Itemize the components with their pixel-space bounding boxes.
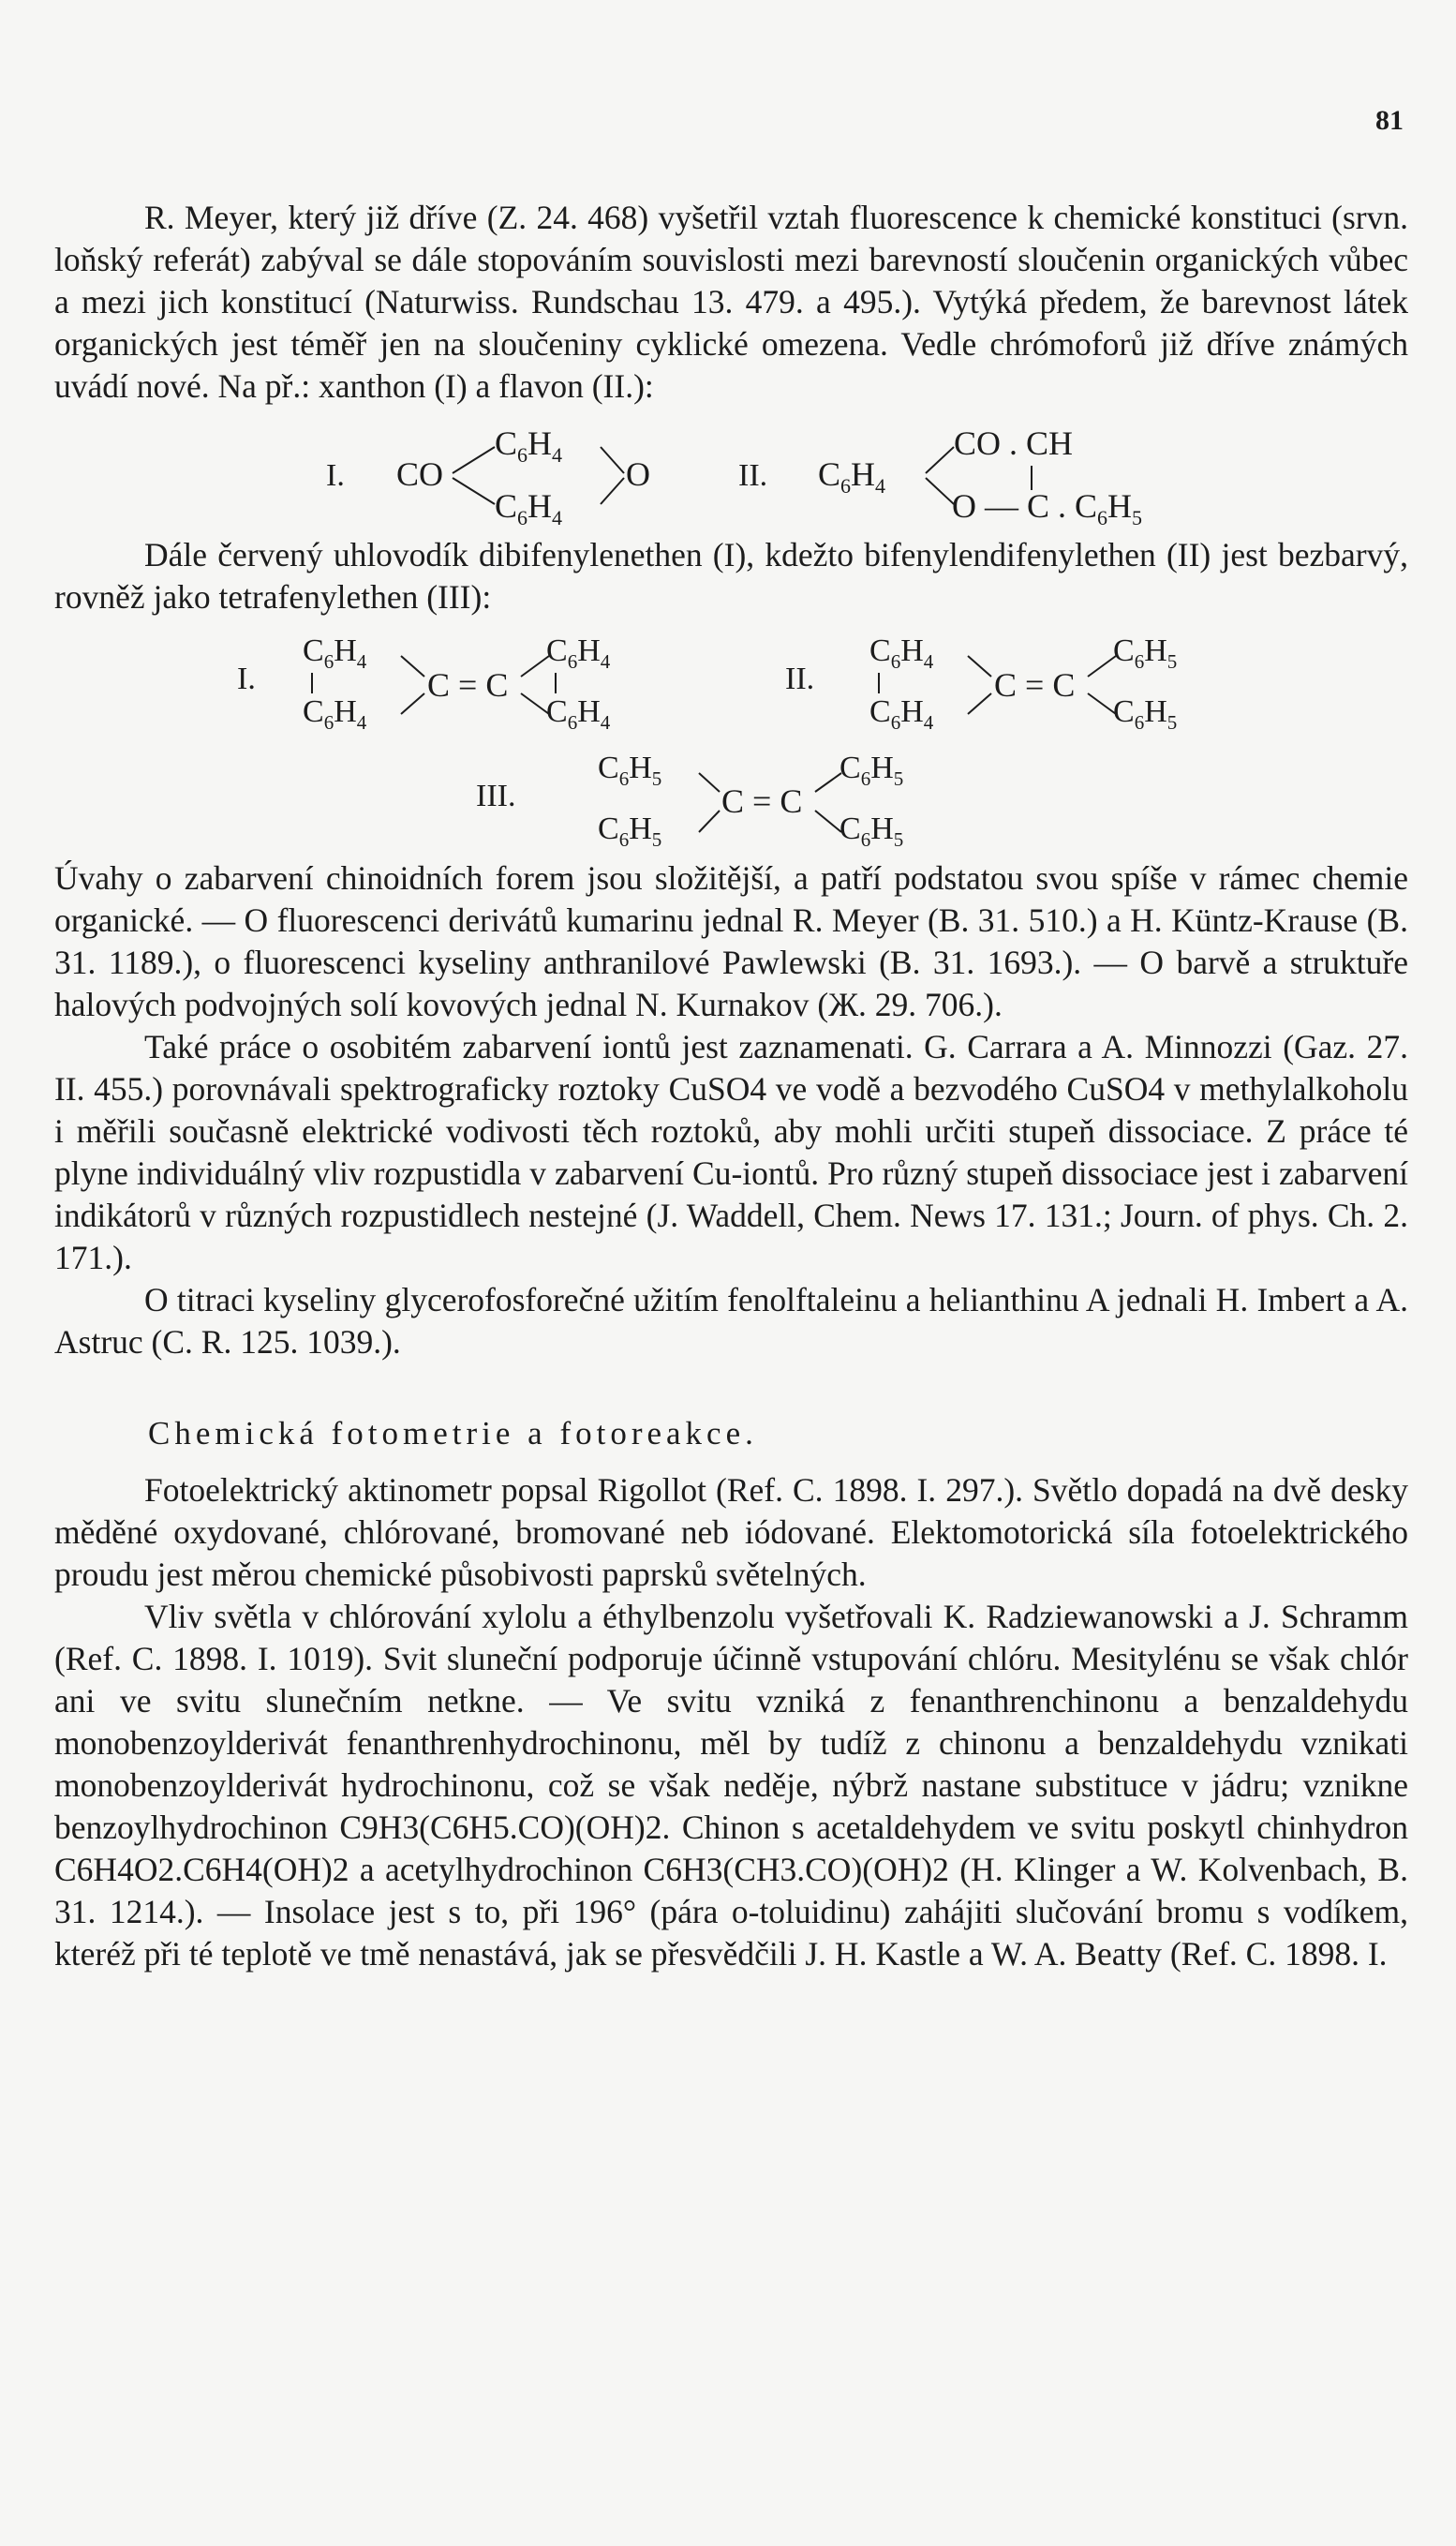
paragraph-dibifenylenethen: Dále červený uhlovodík dibifenylenethen (I), kdežto bifenylendifenylethen (II) jest bezbarvý, rovněž jako tetrafenylethen (III): bbox=[54, 536, 1408, 616]
formula-c6h4: $C_6H_4$ bbox=[303, 694, 367, 734]
formula-label-ii: II. bbox=[738, 458, 768, 493]
paragraph-light-chlorination: Vliv světla v chlórování xylolu a éthylbenzolu vyšetřovali K. Radziewanowski a J. Schramm (Ref. C. 1898. I. 1019). Svit sluneční podporuje účinně vstupování chlóru. Mesitylénu se však chlór ani ve svitu slunečním netkne. — Ve svitu vzniká z fenanthrenchinonu a benzaldehydu monobenzoylderivát fenanthrenhydrochinonu, měl by tudíž z chinonu a benzaldehydu vznikati monobenzoylderivát hydrochinonu, což se však neděje, nýbrž nastane substituce v jádru; vznikne benzoylhydrochinon C9H3(C6H5.CO)(OH)2. Chinon s acetaldehydem ve svitu poskytl chinhydron C6H4O2.C6H4(OH)2 a acetylhydrochinon C6H3(CH3.CO)(OH)2 (H. Klinger a W. Kolvenbach, B. 31. 1214.). — Insolace jest s to, při 196° (pára o-toluidinu) zahájiti slučování bromu s vodíkem, kteréž při té teplotě ve tmě nenastává, jak se přesvědčili J. H. Kastle a W. A. Beatty (Ref. C. 1898. I. bbox=[54, 1598, 1408, 1973]
formula-ethenes bbox=[54, 618, 1408, 857]
formula-xanthon-flavon bbox=[54, 408, 1408, 534]
paragraph-chinoid: Úvahy o zabarvení chinoidních forem jsou složitější, a patří podstatou svou spíše v rámec chemie organické. — O fluorescenci derivátů kumarinu jednal R. Meyer (B. 31. 510.) a H. Küntz-Krause (B. 31. 1189.), o fluorescenci kyseliny anthranilové Pawlewski (B. 31. 1693.). — O barvě a struktuře halových podvojných solí kovových jednal N. Kurnakov (Ж. 29. 706.). bbox=[54, 859, 1408, 1023]
formula-c6h4-flavon: $C_6H_4$ bbox=[818, 455, 886, 498]
formula-co: CO bbox=[396, 455, 444, 493]
formula-c6h4: $C_6H_4$ bbox=[546, 633, 611, 673]
formula-c6h4: $C_6H_4$ bbox=[869, 633, 934, 673]
paragraph-titration: O titraci kyseliny glycerofosforečné užitím fenolftaleinu a helianthinu A jednali H. Imbert a A. Astruc (C. R. 125. 1039.). bbox=[54, 1281, 1408, 1361]
formula-c6h5: $C_6H_5$ bbox=[1113, 633, 1178, 673]
paragraph-ions: Také práce o osobitém zabarvení iontů jest zaznamenati. G. Carrara a A. Minnozzi (Gaz. 27. II. 455.) porovnávali spektrograficky roztoky CuSO4 ve vodě a bezvodého CuSO4 v methylalkoholu i měřili současně elektrické vodivosti těch roztoků, aby mohli určiti stupeň dissociace. Z práce té plyne individuálný vliv rozpustidla v zabarvení Cu-iontů. Pro různý stupeň dissociace jest i zabarvení indikátorů v různých rozpustidlech nestejné (J. Waddell, Chem. News 17. 131.; Journ. of phys. Ch. 2. 171.). bbox=[54, 1028, 1408, 1276]
formula-c-eq-c: C = C bbox=[994, 666, 1076, 704]
formula-c6h4: $C_6H_4$ bbox=[303, 633, 367, 673]
page-number: 81 bbox=[1375, 105, 1404, 136]
formula-c6h5: $C_6H_5$ bbox=[1113, 694, 1178, 734]
formula-co-ch: CO . CH bbox=[954, 424, 1074, 462]
formula-c6h5: $C_6H_5$ bbox=[839, 751, 904, 790]
formula-o: O bbox=[626, 455, 650, 493]
formula-c6h5: $C_6H_5$ bbox=[598, 811, 662, 851]
formula-c6h4-top: $C_6H_4$ bbox=[495, 424, 563, 467]
formula-c6h5: $C_6H_5$ bbox=[839, 811, 904, 851]
formula-label-i: I. bbox=[326, 458, 345, 493]
formula-c-eq-c: C = C bbox=[427, 666, 509, 704]
paragraph-meyer: R. Meyer, který již dříve (Z. 24. 468) vyšetřil vztah fluorescence k chemické konstituci (srvn. loňský referát) zabýval se dále stopováním souvislosti mezi barevností sloučenin organických vůbec a mezi jich konstitucí (Naturwiss. Rundschau 13. 479. a 495.). Vytýká předem, že barevnost látek organických jest téměř jen na sloučeniny cyklické omezena. Vedle chrómoforů již dříve známých uvádí nové. Na př.: xanthon (I) a flavon (II.): bbox=[54, 199, 1408, 405]
formula-o-c: O — C . $C_6H_5$ bbox=[952, 487, 1143, 529]
formula-label-iii: III. bbox=[476, 779, 516, 813]
formula-label-i: I. bbox=[237, 662, 256, 696]
document-page bbox=[54, 197, 1408, 1975]
formula-c6h4-bottom: $C_6H_4$ bbox=[495, 487, 563, 529]
formula-c6h4: $C_6H_4$ bbox=[546, 694, 611, 734]
formula-c-eq-c: C = C bbox=[721, 782, 803, 820]
section-heading: Chemická fotometrie a fotoreakce. bbox=[148, 1415, 758, 1452]
paragraph-actinometer: Fotoelektrický aktinometr popsal Rigollot (Ref. C. 1898. I. 297.). Světlo dopadá na dvě desky měděné oxydované, chlórované, bromované neb iódované. Elektomotorická síla fotoelektrického proudu jest měrou chemické působivosti paprsků světelných. bbox=[54, 1471, 1408, 1593]
formula-c6h4: $C_6H_4$ bbox=[869, 694, 934, 734]
formula-label-ii: II. bbox=[785, 662, 815, 696]
formula-c6h5: $C_6H_5$ bbox=[598, 751, 662, 790]
